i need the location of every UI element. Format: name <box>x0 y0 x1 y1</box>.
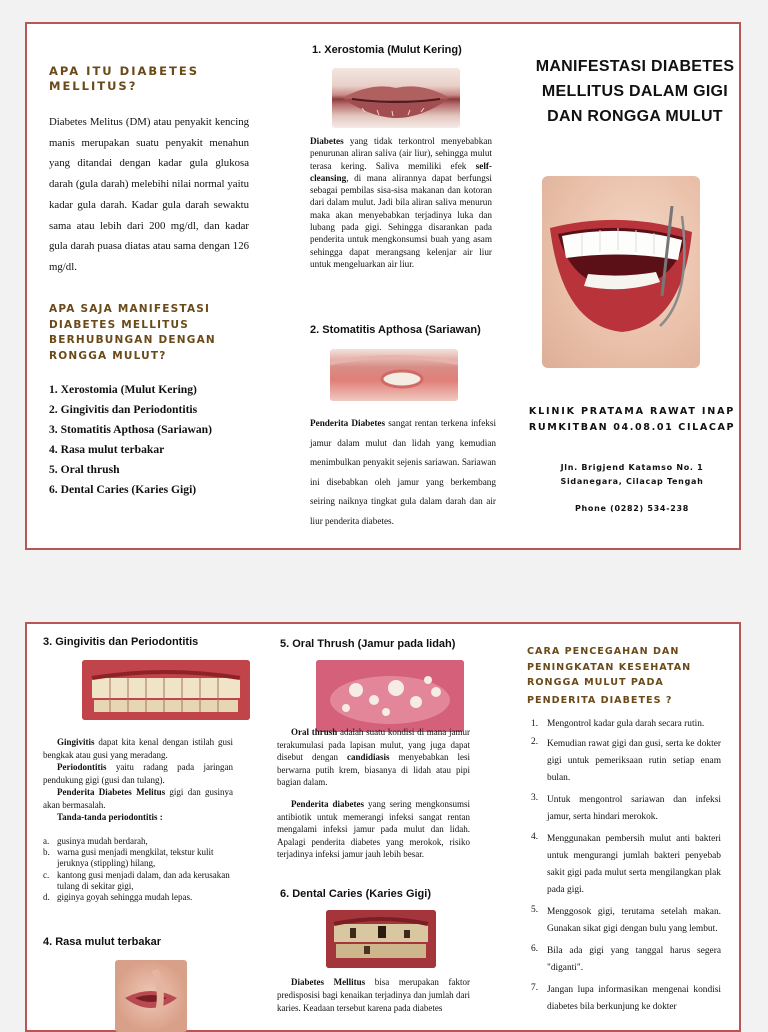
oral-thrush-p2-lead: Penderita diabetes <box>291 799 364 809</box>
heading-manifestations: APA SAJA MANIFESTASI DIABETES MELLITUS BERHUBUNGAN DENGAN RONGGA MULUT? <box>49 303 216 362</box>
prevention-heading-line1: CARA PENCEGAHAN DAN <box>527 646 680 657</box>
list-item: 1. Xerostomia (Mulut Kering) <box>49 383 197 396</box>
periodontitis-signs-heading: Tanda-tanda periodontitis : <box>57 812 163 822</box>
clinic-name-line1: KLINIK PRATAMA RAWAT INAP <box>528 406 736 417</box>
clinic-address-line1: Jln. Brigjend Katamso No. 1 <box>560 463 704 472</box>
canker-sore-photo <box>330 349 458 401</box>
prevention-list <box>531 718 721 1021</box>
diabetes-patient-lead: Penderita Diabetes Melitus <box>57 787 166 797</box>
list-item: 4. Rasa mulut terbakar <box>49 443 165 456</box>
burning-mouth-photo <box>115 960 187 1032</box>
brochure-page-2 <box>25 622 741 1032</box>
clinic-address-line2: Sidanegara, Cilacap Tengah <box>560 477 704 486</box>
list-item: 3. Untuk mengontrol sariawan dan infeksi jamur, serta hindari merokok. <box>531 792 721 822</box>
xerostomia-text: yang tidak terkontrol menyebabkan penurunan aliran saliva (air liur), sehingga mulut terasa kering. Saliva memiliki efek <box>310 136 492 171</box>
gingivitis-p1 <box>43 736 233 761</box>
periodontitis-lead: Periodontitis <box>57 762 107 772</box>
oral-thrush-text-2: menyebabkan lesi berwarna putih krem, biasanya di lidah atau pipi bagian dalam. <box>277 752 470 788</box>
periodontitis-text: yaitu radang pada jaringan pendukung gigi (gusi dan tulang). <box>43 762 233 785</box>
prevention-heading-line3: RONGGA MULUT PADA <box>527 677 664 688</box>
canker-sore-illustration <box>330 349 458 401</box>
gingivitis-illustration <box>82 660 250 720</box>
gingivitis-lead: Gingivitis <box>57 737 95 747</box>
stomatitis-lead: Penderita Diabetes <box>310 418 386 428</box>
dry-lips-photo <box>332 68 460 128</box>
candidiasis-term: candidiasis <box>346 752 390 763</box>
xerostomia-text-2: , di mana alirannya dapat berfungsi sebagai pembilas sisa-sisa makanan dan kotoran dari dalam mulut. Jadi bila aliran saliva menurun maka akan menyebabkan terjadinya luka dan lubang pada gigi. Sehingga disarankan pada penderita untuk mengkonsumsi buah yang asam sehingga dapat merangsang kelenjar air liur untuk mengeluarkan air liur. <box>310 172 492 269</box>
list-item: 1. Mengontrol kadar gula darah secara rutin. <box>531 719 705 729</box>
list-item: a. gusinya mudah berdarah, <box>43 836 148 846</box>
oral-thrush-paragraph-2 <box>277 798 470 861</box>
oral-thrush-illustration <box>316 660 464 732</box>
gingivitis-p4 <box>43 811 233 824</box>
gingivitis-p3 <box>43 786 233 811</box>
list-item: 5. Menggosok gigi, terutama setelah makan. Gunakan sikat gigi dengan bulu yang lembut. <box>531 904 721 934</box>
heading-what-is-diabetes: APA ITU DIABETES MELLITUS? <box>49 64 199 93</box>
manifestation-list <box>49 380 254 500</box>
xerostomia-bold: self-cleansing <box>310 160 492 183</box>
burning-mouth-title: 4. Rasa mulut terbakar <box>43 936 161 948</box>
xerostomia-lead: Diabetes <box>310 136 344 146</box>
dental-caries-paragraph <box>277 976 470 1015</box>
list-item: 2. Kemudian rawat gigi dan gusi, serta ke dokter gigi untuk pemeriksaan rutin setiap enam bulan. <box>531 736 721 783</box>
gingivitis-p2 <box>43 761 233 786</box>
brochure-title: MANIFESTASI DIABETES MELLITUS DALAM GIGI DAN RONGGA MULUT <box>535 58 735 125</box>
oral-thrush-photo <box>316 660 464 732</box>
prevention-heading <box>527 644 733 708</box>
prevention-heading-line4: PENDERITA DIABETES ? <box>527 694 673 706</box>
stomatitis-paragraph <box>310 414 496 531</box>
oral-thrush-title: 5. Oral Thrush (Jamur pada lidah) <box>280 638 456 650</box>
dental-caries-text: bisa merupakan faktor predisposisi bagi kenaikan terjadinya dan jumlah dari karies. Keadaan tersebut karena pada diabetes <box>277 977 470 1013</box>
stomatitis-title: 2. Stomatitis Apthosa (Sariawan) <box>310 324 481 336</box>
periodontitis-signs-list <box>43 836 233 903</box>
dental-caries-photo <box>326 910 436 968</box>
list-item: 2. Gingivitis dan Periodontitis <box>49 403 198 416</box>
stomatitis-text: sangat rentan terkena infeksi jamur dalam mulut dan lidah yang kemudian menimbulkan penyakit sejenis sariawan. Sariawan ini disebabkan oleh jamur yang berkembang seiring naiknya tingkat gula dalam darah dan air liur penderita diabetes. <box>310 418 497 526</box>
list-item: 6. Dental Caries (Karies Gigi) <box>49 483 197 496</box>
list-item: d. giginya goyah sehingga mudah lepas. <box>43 892 193 903</box>
gingivitis-photo <box>82 660 250 720</box>
diabetes-patient-text: gigi dan gusinya akan bermasalah. <box>43 787 233 810</box>
list-item: 7. Jangan lupa informasikan mengenai kondisi diabetes bila berkunjung ke dokter <box>531 982 721 1012</box>
dental-caries-lead: Diabetes Mellitus <box>291 977 366 987</box>
dental-caries-illustration <box>326 910 436 968</box>
oral-thrush-paragraph <box>277 726 470 789</box>
dental-caries-title: 6. Dental Caries (Karies Gigi) <box>280 888 431 900</box>
oral-thrush-text: adalah suatu kondisi di mana jamur terakumulasi pada lapisan mulut, yang juga dapat disebut dengan <box>277 727 471 763</box>
dry-lips-illustration <box>332 68 460 128</box>
list-item: 6. Bila ada gigi yang tanggal harus segera "diganti". <box>531 943 721 973</box>
burning-mouth-illustration <box>115 960 187 1032</box>
gingivitis-text: dapat kita kenal dengan istilah gusi bengkak atau gusi yang meradang. <box>43 737 233 760</box>
gingivitis-text-block <box>43 736 233 824</box>
list-item: c. kantong gusi menjadi dalam, dan ada kerusakan tulang di sekitar gigi, <box>43 869 230 891</box>
list-item: 4. Menggunakan pembersih mulut anti bakteri untuk mengurangi jumlah bakteri penyebab sakit gigi pada mulut serta mengilangkan plak pada gigi. <box>531 831 721 895</box>
list-item: b. warna gusi menjadi mengkilat, tekstur kulit jeruknya (stippling) hilang, <box>43 847 214 869</box>
prevention-heading-line2: PENINGKATAN KESEHATAN <box>527 661 692 673</box>
list-item: 3. Stomatitis Apthosa (Sariawan) <box>49 423 212 436</box>
brochure-page-1 <box>25 22 741 550</box>
smile-illustration <box>542 176 700 368</box>
smile-dental-photo <box>542 176 700 368</box>
xerostomia-title: 1. Xerostomia (Mulut Kering) <box>312 44 462 56</box>
gingivitis-title: 3. Gingivitis dan Periodontitis <box>43 636 199 648</box>
list-item: 5. Oral thrush <box>49 463 120 476</box>
clinic-phone: Phone (0282) 534-238 <box>574 504 690 513</box>
oral-thrush-lead: Oral thrush <box>291 727 338 737</box>
diabetes-intro-paragraph: Diabetes Melitus (DM) atau penyakit kencing manis merupakan suatu penyakit menahun yang ditandai dengan kadar gula glukosa darah (gula darah) melebihi nilai normal yaitu kadar gula darah. Kadar gula darah sewaktu sama atau lebih dari 200 mg/dl, dan kadar gula darah puasa diatas atau sama dengan 126 mg/dl. <box>49 116 249 273</box>
oral-thrush-p2-text: yang sering mengkonsumsi antibiotik untuk memerangi infeksi sangat rentan mengalami infeksi jamur pada mulut dan lidah. Apalagi penderita diabetes yang merokok, risiko terjadinya infeksi jamur jauh lebih besar. <box>277 799 470 860</box>
clinic-name-line2: RUMKITBAN 04.08.01 CILACAP <box>528 422 736 433</box>
xerostomia-paragraph <box>310 135 492 270</box>
